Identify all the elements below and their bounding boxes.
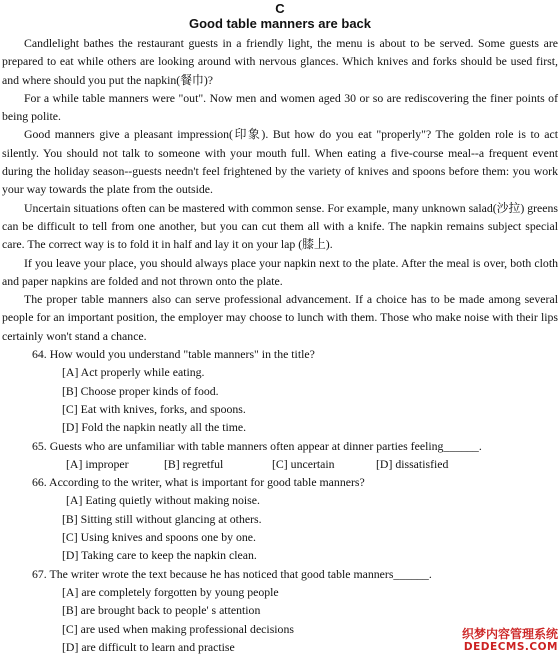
site-watermark xyxy=(462,628,558,654)
q67-option-d: [D] are difficult to learn and practise xyxy=(62,639,235,654)
q64-option-a: [A] Act properly while eating. xyxy=(62,365,205,380)
q64-option-c: [C] Eat with knives, forks, and spoons. xyxy=(62,401,246,416)
q64-option-d: [D] Fold the napkin neatly all the time. xyxy=(62,420,247,435)
paragraph-2: For a while table manners were "out". Now men and women aged 30 or so are rediscovering the finer points of being polite. xyxy=(2,90,558,124)
paragraph-6: The proper table manners also can serve professional advancement. If a choice has to be made among several people for an important position, the employer may choose to lunch with them. Those who make noise with their lips certainly won't stand a chance. xyxy=(2,292,558,343)
watermark-line-2: DEDECMS.COM xyxy=(463,641,558,653)
paragraph-5: If you leave your place, you should always place your napkin next to the plate. After the meal is over, both cloth and paper napkins are folded and not thrown onto the plate. xyxy=(2,255,558,288)
q65-options xyxy=(0,455,560,473)
question-66: 66. According to the writer, what is important for good table manners? xyxy=(32,475,365,490)
paragraph-4: Uncertain situations often can be mastered with common sense. For example, many unknown salad(沙拉) greens can be difficult to tell from one another, but you can cut them all with a knife. The napkin remains subject special care. The correct way is to fold it in half and lay it on your lap (膝上). xyxy=(2,200,558,252)
paragraph-3: Good manners give a pleasant impression(印象). But how do you eat "properly"? The golden role is to act silently. You should not talk to someone with your mouth full. When eating a five-course meal--a frequent event during the holiday season--guests needn't feel frightened by the variety of knives and spoons before them: you work your way towards the plate from the outside. xyxy=(2,127,558,197)
watermark-line-1: 织梦内容管理系统 xyxy=(461,627,558,641)
q66-option-a: [A] Eating quietly without making noise. xyxy=(66,493,260,508)
passage-title: Good table manners are back xyxy=(188,16,372,31)
question-67: 67. The writer wrote the text because he has noticed that good table manners______. xyxy=(32,566,432,581)
q65-option-a: [A] improper xyxy=(66,456,129,471)
question-65: 65. Guests who are unfamiliar with table manners often appear at dinner parties feeling______. xyxy=(32,438,482,453)
q67-option-c: [C] are used when making professional decisions xyxy=(62,621,294,636)
q67-option-b: [B] are brought back to people' s attention xyxy=(62,603,261,618)
section-letter: C xyxy=(275,1,285,16)
q66-option-b: [B] Sitting still without glancing at others. xyxy=(62,511,262,526)
q65-option-d: [D] dissatisfied xyxy=(376,456,449,471)
paragraph-1: Candlelight bathes the restaurant guests in a friendly light, the menu is about to be served. Some guests are prepared to eat while others are looking around with nervous glances. Which knives and forks should be used first, and where should you put the napkin(餐巾)? xyxy=(2,36,558,87)
q65-option-c: [C] uncertain xyxy=(272,456,335,471)
q67-option-a: [A] are completely forgotten by young people xyxy=(62,584,279,599)
q65-option-b: [B] regretful xyxy=(164,456,224,471)
question-64: 64. How would you understand "table manners" in the title? xyxy=(32,347,315,362)
q64-option-b: [B] Choose proper kinds of food. xyxy=(62,383,219,398)
q66-option-d: [D] Taking care to keep the napkin clean. xyxy=(62,548,257,563)
q66-option-c: [C] Using knives and spoons one by one. xyxy=(62,530,256,545)
